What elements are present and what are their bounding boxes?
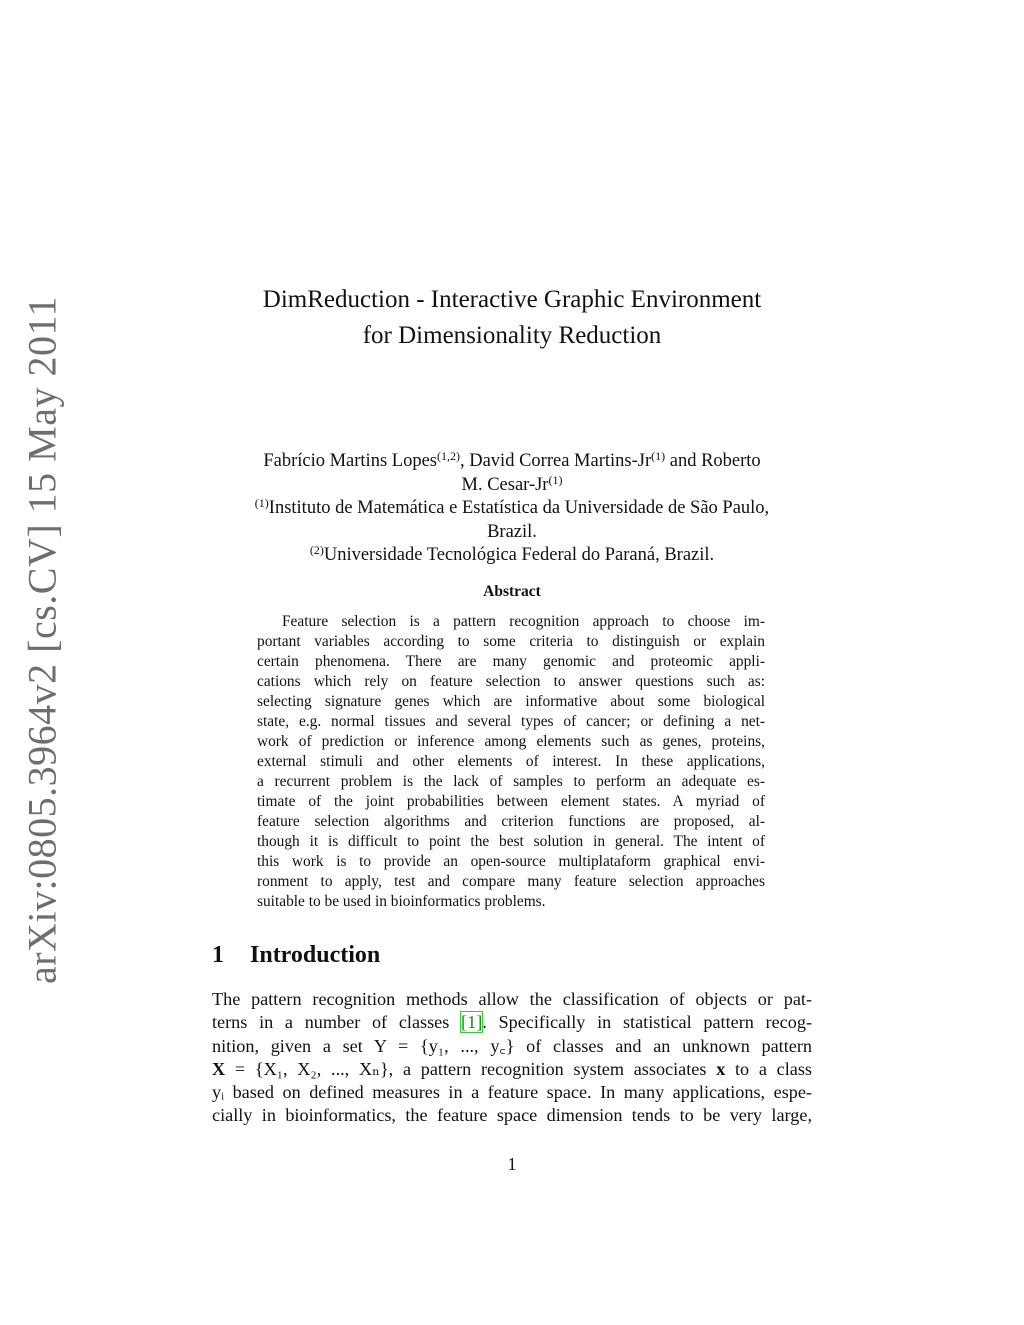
author-1: Fabrício Martins Lopes [263,451,437,471]
abstract-line: ronment to apply, test and compare many feature selection approaches [257,873,765,890]
intro-line: The pattern recognition methods allow the classification of objects or pat- [212,989,812,1009]
title-line-2: for Dimensionality Reduction [362,322,662,349]
author-3-affiliation-mark: (1) [548,472,563,487]
abstract-heading: Abstract [483,583,541,600]
affiliation-1-line-1 [212,497,812,521]
author-3-end: M. Cesar-Jr [461,474,549,495]
authors-line-1 [212,450,812,474]
abstract-line: Feature selection is a pattern recognition approach to choose im- [282,613,765,630]
section-heading [212,942,380,969]
citation-link[interactable]: [1] [461,1012,483,1033]
abstract-line: work of prediction or inference among elements such as genes, proteins, [257,733,765,750]
abstract-line: a recurrent problem is the lack of samples to perform an adequate es- [257,773,765,790]
intro-line: cially in bioinformatics, the feature space dimension tends to be very large, [212,1105,812,1126]
intro-line: yᵢ based on defined measures in a feature space. In many applications, espe- [212,1082,812,1103]
authors-line-2 [212,474,812,498]
author-3-start: and Roberto [665,451,761,471]
author-block [212,450,812,568]
intro-line-2-start: terns in a number of classes [212,1012,462,1033]
bold-symbol-x: x [716,1058,726,1079]
abstract-line: timate of the joint probabilities between element states. A myriad of [257,793,765,810]
abstract-line: this work is to provide an open-source multiplataform graphical envi- [257,853,765,870]
intro-line [212,1011,812,1034]
intro-line-4-mid: = {X₁, X₂, ..., Xₙ}, a pattern recognition system associates [225,1058,717,1079]
author-1-affiliation-mark: (1,2) [436,449,460,463]
author-2-affiliation-mark: (1) [651,449,666,463]
abstract-line: suitable to be used in bioinformatics problems. [257,893,546,910]
affiliation-2 [212,544,812,568]
abstract-line: selecting signature genes which are informative about some biological [257,693,765,710]
bold-symbol-X: X [212,1058,226,1079]
abstract-line: certain phenomena. There are many genomic and proteomic appli- [257,653,765,670]
page-number: 1 [507,1154,517,1174]
affiliation-1-line-2: Brazil. [487,521,537,542]
introduction-body [212,988,812,1128]
section-title: Introduction [250,942,381,968]
abstract-line: state, e.g. normal tissues and several types of cancer; or defining a net- [257,713,765,730]
abstract-line: external stimuli and other elements of interest. In these applications, [257,753,765,770]
intro-line: nition, given a set Y = {y₁, ..., y꜀} of classes and an unknown pattern [212,1035,812,1056]
intro-line-4-end: to a class [725,1058,813,1079]
intro-line-2-end: . Specifically in statistical pattern recog- [482,1012,812,1033]
abstract-body [257,612,765,912]
abstract-line: though it is difficult to point the best solution in general. The intent of [257,833,765,850]
paper-title [212,282,812,354]
intro-line [212,1058,812,1081]
affiliation-1-mark: (1) [254,496,269,510]
abstract-line: feature selection algorithms and criterion functions are proposed, al- [257,813,765,830]
affiliation-1-name: Instituto de Matemática e Estatística da Universidade de São Paulo, [268,498,770,518]
arxiv-identifier: arXiv:0805.3964v2 [cs.CV] 15 May 2011 [19,295,65,985]
title-line-1: DimReduction - Interactive Graphic Environment [262,286,762,313]
abstract-line: cations which rely on feature selection to answer questions such as: [257,673,765,690]
section-number: 1 [212,942,224,968]
affiliation-2-name: Universidade Tecnológica Federal do Paraná, Brazil. [323,545,715,565]
affiliation-2-mark: (2) [309,543,324,557]
author-2: , David Correa Martins-Jr [459,451,652,471]
abstract-line: portant variables according to some criteria to distinguish or explain [257,633,765,650]
